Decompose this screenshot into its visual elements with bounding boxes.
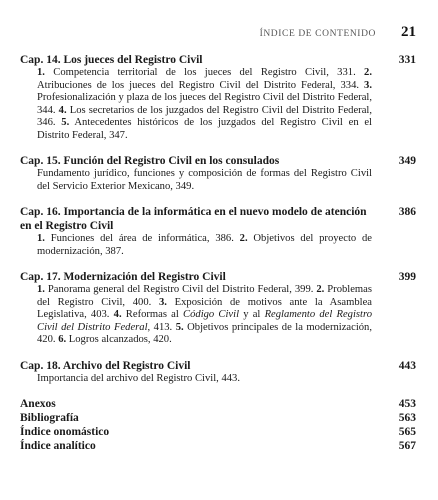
- chapter-entry-18: [20, 359, 416, 386]
- section-text: Objetivos del proyecto de modernización, 387.: [37, 233, 372, 257]
- chapter-entry-16: [20, 205, 416, 258]
- running-header: [20, 26, 416, 42]
- section-number: 4.: [58, 104, 67, 116]
- section-text: Objetivos principales de la modernización, 420.: [37, 321, 372, 345]
- section-number: 2.: [364, 67, 372, 78]
- section-number: 1.: [37, 67, 45, 78]
- section-text: Atribuciones de los jueces del Registro Civil del Distrito Federal, 334.: [37, 79, 365, 91]
- section-number: 2.: [316, 284, 325, 295]
- section-number: 1.: [37, 233, 45, 244]
- section-text: Problemas del Registro Civil, 400.: [37, 284, 372, 308]
- back-matter-item: [20, 411, 416, 425]
- section-text: , 413.: [147, 321, 176, 333]
- back-matter-item: [20, 439, 416, 453]
- section-text: Profesionalización y plaza de los jueces del Registro Civil del Distrito Federal, 344.: [37, 92, 372, 116]
- header-title: ÍNDICE DE CONTENIDO: [259, 29, 376, 39]
- chapter-page: 399: [398, 271, 416, 283]
- back-matter-list: [20, 397, 416, 453]
- section-text-italic: Reglamento del Registro Civil del Distrito Federal: [37, 309, 372, 333]
- back-matter-label: Bibliografía: [20, 412, 79, 424]
- back-matter-item: [20, 397, 416, 411]
- section-text: Panorama general del Registro Civil del Distrito Federal, 399.: [44, 284, 317, 295]
- chapter-description: Fundamento jurídico, funciones y composición de formas del Registro Civil del Servicio Exterior Mexicano, 349.: [37, 168, 372, 192]
- chapter-sections: [20, 67, 416, 142]
- section-number: 5.: [175, 321, 184, 333]
- section-text: Competencia territorial de los jueces del Registro Civil, 331.: [44, 67, 365, 78]
- back-matter-page: 563: [398, 412, 416, 424]
- section-number: 3.: [364, 79, 372, 91]
- section-text: Exposición de motivos ante la Asamblea Legislativa, 403.: [37, 296, 372, 320]
- back-matter-label: Anexos: [20, 398, 56, 410]
- section-text: y al: [239, 309, 265, 320]
- chapter-entry-14: [20, 53, 416, 142]
- section-text: Los secretarios de los juzgados del Registro Civil del Distrito Federal, 346.: [37, 104, 372, 128]
- section-number: 2.: [239, 233, 248, 244]
- section-number: 3.: [159, 296, 167, 308]
- section-number: 6.: [58, 334, 67, 345]
- back-matter-label: Índice analítico: [20, 440, 96, 452]
- chapter-sections: [20, 233, 416, 258]
- chapter-page: 349: [398, 155, 416, 167]
- chapter-sections: [20, 284, 416, 347]
- back-matter-page: 567: [398, 440, 416, 452]
- section-number: 4.: [113, 309, 122, 320]
- chapter-description: Importancia del archivo del Registro Civil, 443.: [37, 372, 240, 384]
- section-text: Antecedentes históricos de los juzgados del Registro Civil en el Distrito Federal, 347.: [37, 117, 372, 141]
- back-matter-page: 453: [398, 398, 416, 410]
- section-text: Reformas al: [121, 309, 184, 320]
- table-of-contents: [20, 53, 416, 453]
- section-text-italic: Código Civil: [183, 309, 240, 320]
- chapter-title: Cap. 14. Los jueces del Registro Civil: [20, 54, 203, 66]
- chapter-title: Cap. 15. Función del Registro Civil en los consulados: [20, 155, 280, 167]
- chapter-title: Cap. 18. Archivo del Registro Civil: [20, 359, 191, 372]
- section-number: 5.: [61, 117, 70, 128]
- chapter-page: 443: [398, 359, 416, 372]
- chapter-entry-15: [20, 154, 416, 193]
- section-text: Logros alcanzados, 420.: [66, 334, 172, 345]
- chapter-title: Cap. 16. Importancia de la informática en el nuevo modelo de atención en el Registro Civil: [20, 206, 367, 232]
- back-matter-page: 565: [398, 426, 416, 438]
- back-matter-label: Índice onomástico: [20, 426, 110, 438]
- chapter-title: Cap. 17. Modernización del Registro Civil: [20, 271, 226, 283]
- section-text: Funciones del área de informática, 386.: [44, 233, 240, 244]
- section-number: 1.: [37, 284, 45, 295]
- back-matter-item: [20, 425, 416, 439]
- chapter-page: 331: [398, 54, 416, 66]
- chapter-page: 386: [398, 206, 416, 218]
- chapter-entry-17: [20, 270, 416, 347]
- header-page-number: 21: [401, 24, 416, 40]
